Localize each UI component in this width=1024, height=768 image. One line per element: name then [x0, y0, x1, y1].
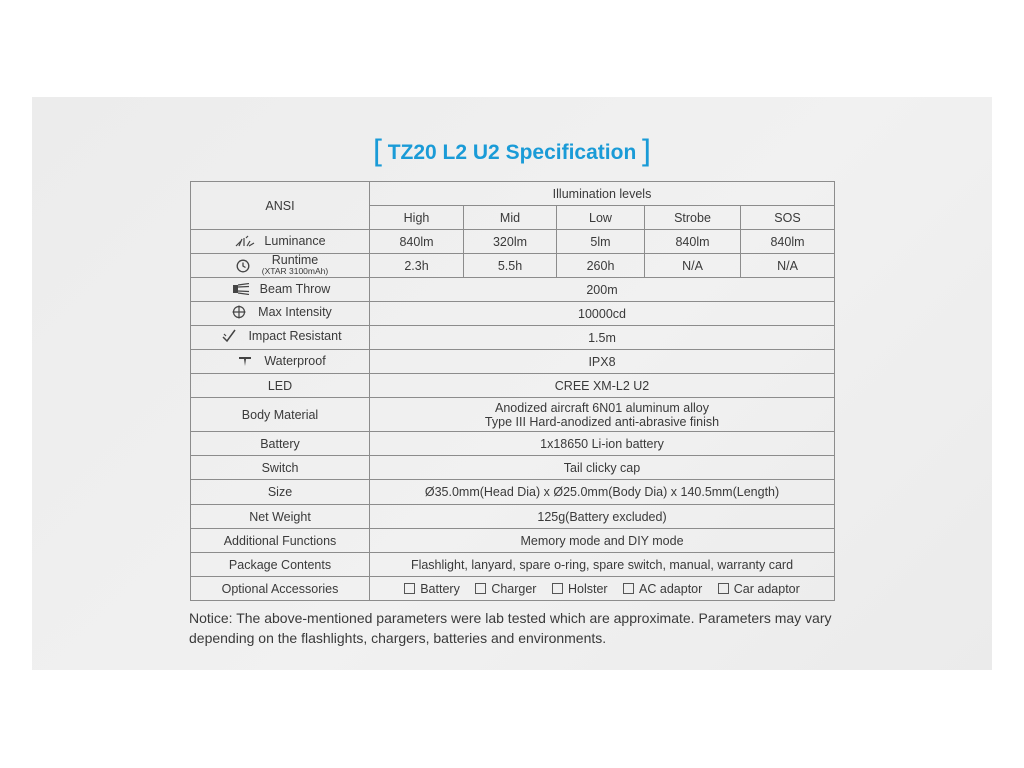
notice-text: Notice: The above-mentioned parameters were lab tested which are approximate. Parameters may vary depending on the flashlights, chargers, batteries and environments.	[189, 610, 832, 646]
waterproof-label-cell	[191, 350, 370, 374]
checkbox-icon	[623, 583, 634, 594]
mode-header-low: Low	[557, 206, 645, 230]
luminance-label-cell	[191, 230, 370, 254]
additional-functions-value: Memory mode and DIY mode	[370, 529, 835, 553]
checkbox-icon	[404, 583, 415, 594]
table-row	[191, 278, 835, 302]
table-row	[191, 529, 835, 553]
body-material-value-cell	[370, 398, 835, 432]
title-text: TZ20 L2 U2 Specification	[387, 141, 637, 164]
table-row	[191, 254, 835, 278]
impact-resistant-label: Impact Resistant	[248, 329, 342, 343]
table-row	[191, 350, 835, 374]
impact-icon	[218, 329, 240, 343]
beam-throw-label: Beam Throw	[259, 281, 331, 296]
waterproof-value: IPX8	[370, 350, 835, 374]
accessory-battery: Battery	[404, 582, 460, 596]
table-row	[191, 577, 835, 601]
battery-value: 1x18650 Li-ion battery	[370, 432, 835, 456]
table-row	[191, 480, 835, 505]
impact-resistant-label-cell	[191, 326, 370, 350]
package-contents-label: Package Contents	[191, 553, 370, 577]
body-material-label: Body Material	[191, 398, 370, 432]
net-weight-label: Net Weight	[191, 505, 370, 529]
max-intensity-value: 10000cd	[370, 302, 835, 326]
crosshair-icon	[228, 305, 250, 319]
page-title	[0, 134, 1024, 170]
net-weight-value: 125g(Battery excluded)	[370, 505, 835, 529]
impact-resistant-value: 1.5m	[370, 326, 835, 350]
luminance-sos: 840lm	[741, 230, 835, 254]
accessory-ac-adaptor: AC adaptor	[623, 582, 702, 596]
optional-accessories-value	[370, 577, 835, 601]
max-intensity-label-cell	[191, 302, 370, 326]
luminance-icon	[234, 235, 256, 247]
table-row	[191, 505, 835, 529]
title-left-bracket: [	[372, 134, 385, 170]
size-value: Ø35.0mm(Head Dia) x Ø25.0mm(Body Dia) x 140.5mm(Length)	[370, 480, 835, 505]
table-row	[191, 326, 835, 350]
table-row	[191, 398, 835, 432]
package-contents-value: Flashlight, lanyard, spare o-ring, spare switch, manual, warranty card	[370, 553, 835, 577]
luminance-high: 840lm	[370, 230, 464, 254]
mode-header-sos: SOS	[741, 206, 835, 230]
table-row	[191, 302, 835, 326]
table-row	[191, 182, 835, 206]
title-right-bracket: ]	[639, 134, 652, 170]
illumination-levels-header: Illumination levels	[370, 182, 835, 206]
ansi-header: ANSI	[191, 182, 370, 230]
runtime-sos: N/A	[741, 254, 835, 278]
accessory-holster: Holster	[552, 582, 608, 596]
runtime-low: 260h	[557, 254, 645, 278]
table-row	[191, 456, 835, 480]
optional-accessories-label: Optional Accessories	[191, 577, 370, 601]
body-material-value-line1: Anodized aircraft 6N01 aluminum alloy	[495, 400, 709, 415]
checkbox-icon	[718, 583, 729, 594]
table-row	[191, 230, 835, 254]
luminance-strobe: 840lm	[645, 230, 741, 254]
waterproof-icon	[234, 355, 256, 367]
beam-throw-icon	[230, 283, 252, 295]
body-material-value-line2: Type III Hard-anodized anti-abrasive finish	[484, 414, 720, 429]
led-value: CREE XM-L2 U2	[370, 374, 835, 398]
runtime-mid: 5.5h	[464, 254, 557, 278]
luminance-mid: 320lm	[464, 230, 557, 254]
accessory-car-adaptor: Car adaptor	[718, 582, 800, 596]
runtime-strobe: N/A	[645, 254, 741, 278]
size-label: Size	[191, 480, 370, 505]
runtime-label: Runtime	[271, 253, 319, 267]
battery-label: Battery	[191, 432, 370, 456]
waterproof-label: Waterproof	[264, 353, 326, 368]
mode-header-high: High	[370, 206, 464, 230]
switch-value: Tail clicky cap	[370, 456, 835, 480]
mode-header-strobe: Strobe	[645, 206, 741, 230]
checkbox-icon	[552, 583, 563, 594]
max-intensity-label: Max Intensity	[258, 305, 332, 319]
additional-functions-label: Additional Functions	[191, 529, 370, 553]
luminance-label: Luminance	[264, 233, 326, 248]
accessory-charger: Charger	[475, 582, 536, 596]
clock-icon	[232, 259, 254, 273]
runtime-high: 2.3h	[370, 254, 464, 278]
switch-label: Switch	[191, 456, 370, 480]
mode-header-mid: Mid	[464, 206, 557, 230]
beam-throw-label-cell	[191, 278, 370, 302]
runtime-sublabel: (XTAR 3100mAh)	[261, 265, 329, 276]
table-row	[191, 553, 835, 577]
led-label: LED	[191, 374, 370, 398]
luminance-low: 5lm	[557, 230, 645, 254]
checkbox-icon	[475, 583, 486, 594]
runtime-label-cell	[191, 254, 370, 278]
beam-throw-value: 200m	[370, 278, 835, 302]
table-row	[191, 374, 835, 398]
table-row	[191, 432, 835, 456]
spec-table	[190, 181, 835, 601]
